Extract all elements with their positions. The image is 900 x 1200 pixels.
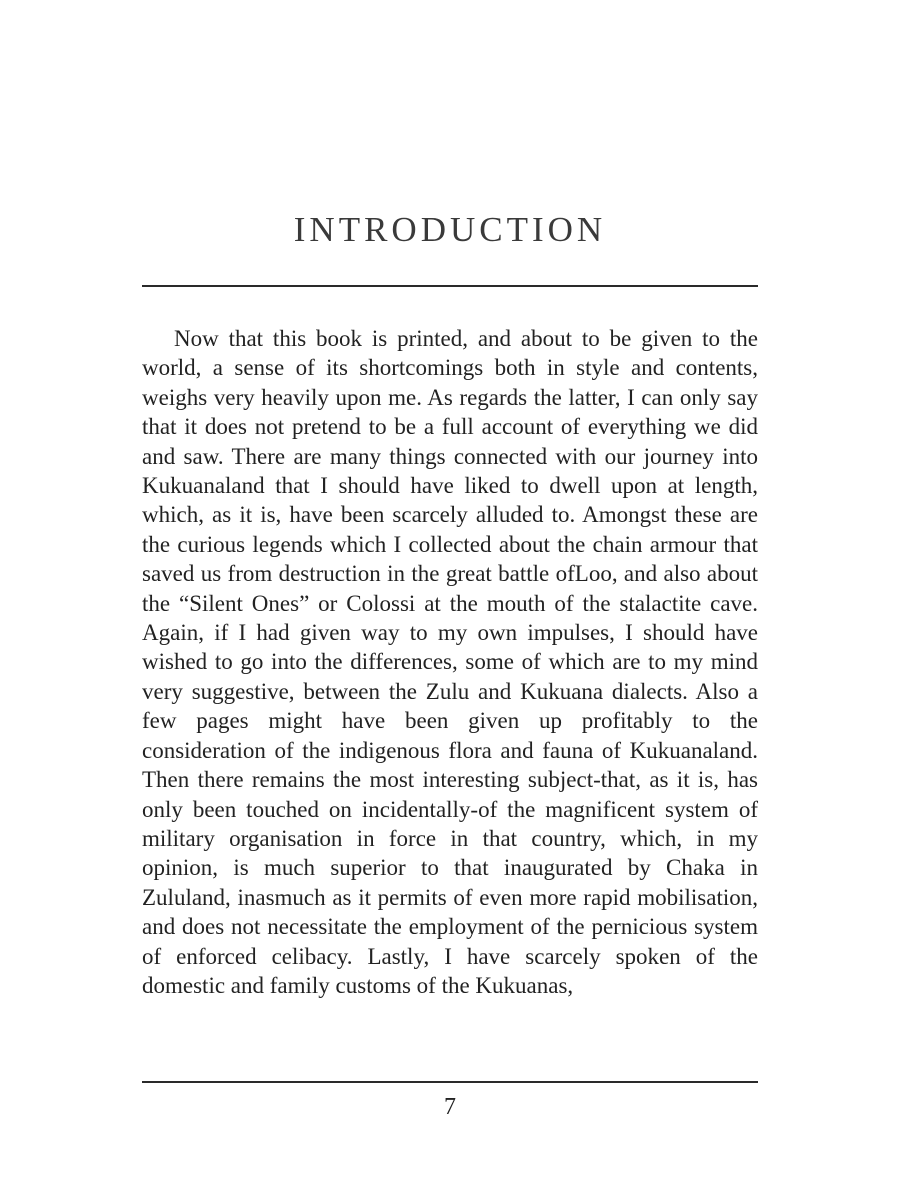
bottom-divider [142,1081,758,1083]
page-number: 7 [444,1094,456,1120]
body-paragraph: Now that this book is printed, and about to be given to the world, a sense of its shortcomings both in style and contents, weighs very heavily upon me. As regards the latter, I can only say that it does not pretend to be a full account of everything we did and saw. There are many things connected with our journey into Kukuanaland that I should have liked to dwell upon at length, which, as it is, have been scarcely alluded to. Amongst these are the curious legends which I collected about the chain armour that saved us from destruction in the great battle ofLoo, and also about the “Silent Ones” or Colossi at the mouth of the stalactite cave. Again, if I had given way to my own impulses, I should have wished to go into the differences, some of which are to my mind very suggestive, between the Zulu and Kukuana dialects. Also a few pages might have been given up profitably to the consideration of the indigenous flora and fauna of Kukuanaland. Then there remains the most interesting subject-that, as it is, has only been touched on incidentally-of the magnificent system of military organisation in force in that country, which, in my opinion, is much superior to that inaugurated by Chaka in Zululand, inasmuch as it permits of even more rapid mobilisation, and does not necessitate the employment of the pernicious system of enforced celibacy. Lastly, I have scarcely spoken of the domestic and family customs of the Kukuanas, [142,326,758,998]
top-divider [142,285,758,287]
chapter-title: INTRODUCTION [293,210,607,249]
